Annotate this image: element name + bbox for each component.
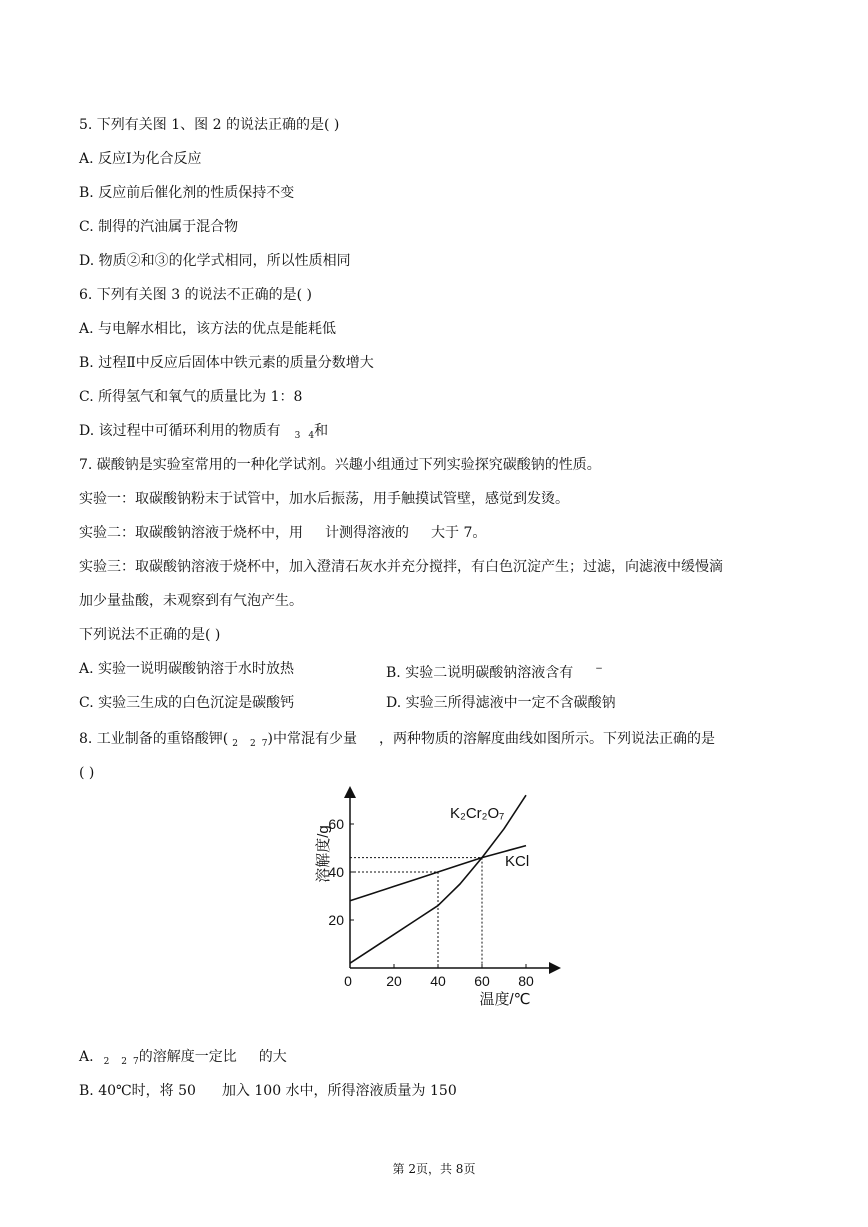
q5-option-a: A. 反应Ⅰ为化合反应 xyxy=(79,151,202,167)
q7-stem: 7. 碳酸钠是实验室常用的一种化学试剂。兴趣小组通过下列实验探究碳酸钠的性质。 xyxy=(79,457,601,473)
x-tick-label-40: 40 xyxy=(430,973,446,989)
q6-d-suffix: 和 xyxy=(314,423,329,439)
q8-stem-part-c: ，两种物质的溶解度曲线如图所示。下列说法正确的是 xyxy=(378,731,715,747)
q7-option-d: D. 实验三所得滤液中一定不含碳酸钠 xyxy=(386,695,616,711)
page-footer: 第 2页，共 8页 xyxy=(392,1162,476,1176)
q8-a-suffix: 的大 xyxy=(258,1049,287,1065)
x-tick-label-80: 80 xyxy=(518,973,534,989)
q6-option-d xyxy=(79,422,328,445)
q5-option-c: C. 制得的汽油属于混合物 xyxy=(79,219,239,235)
y-axis-label: 溶解度/g xyxy=(315,825,332,883)
q6-d-sub-4: 4 xyxy=(308,431,315,441)
q8-b-part-b: 加入 100 水中，所得溶液质量为 150 xyxy=(221,1083,457,1099)
q6-option-a: A. 与电解水相比，该方法的优点是能耗低 xyxy=(79,321,337,337)
solubility-chart xyxy=(300,784,570,1014)
q8-a-sub-3: 7 xyxy=(133,1057,139,1067)
q7-b-superscript: − xyxy=(595,664,603,674)
q6-stem: 6. 下列有关图 3 的说法不正确的是( ) xyxy=(79,287,312,303)
q8-stem-sub-2: 2 xyxy=(250,739,256,749)
q8-a-sub-2: 2 xyxy=(121,1057,128,1067)
q5-stem: 5. 下列有关图 1、图 2 的说法正确的是( ) xyxy=(79,117,340,133)
q7-option-a: A. 实验一说明碳酸钠溶于水时放热 xyxy=(79,661,295,677)
q7-exp2-part-b: 计测得溶液的 xyxy=(325,525,409,541)
y-tick-label-60: 60 xyxy=(328,816,344,832)
q8-stem-paren: ( ) xyxy=(79,765,95,781)
x-tick-label-20: 20 xyxy=(386,973,402,989)
q7-experiment-3-line-2: 加少量盐酸，未观察到有气泡产生。 xyxy=(79,593,303,609)
q8-option-b xyxy=(79,1082,457,1100)
q7-experiment-1: 实验一：取碳酸钠粉末于试管中，加水后振荡，用手触摸试管壁，感觉到发烫。 xyxy=(79,491,569,507)
q7-experiment-3-line-1: 实验三：取碳酸钠溶液于烧杯中，加入澄清石灰水并充分搅拌，有白色沉淀产生；过滤，向滤液中缓慢滴 xyxy=(79,559,723,575)
q8-stem xyxy=(79,730,715,753)
q7-ask: 下列说法不正确的是( ) xyxy=(79,627,221,643)
q8-stem-sub-3: 7 xyxy=(261,739,268,749)
reference-lines xyxy=(350,858,482,968)
q6-option-b: B. 过程Ⅱ中反应后固体中铁元素的质量分数增大 xyxy=(79,355,374,371)
q7-option-b xyxy=(386,660,603,682)
q7-experiment-2 xyxy=(79,524,486,542)
q8-stem-part-a: 8. 工业制备的重铬酸钾( xyxy=(79,731,229,747)
x-tick-label-60: 60 xyxy=(474,973,490,989)
q8-b-part-a: B. 40℃时，将 50 xyxy=(79,1083,196,1099)
q6-d-prefix: D. 该过程中可循环利用的物质有 xyxy=(79,423,281,439)
x-axis-label: 温度/℃ xyxy=(479,991,531,1008)
q8-stem-sub-1: 2 xyxy=(232,739,239,749)
series-label-kcl: KCl xyxy=(505,853,530,870)
q7-option-c: C. 实验三生成的白色沉淀是碳酸钙 xyxy=(79,695,295,711)
q8-a-sub-1: 2 xyxy=(103,1057,110,1067)
q8-a-middle: 的溶解度一定比 xyxy=(138,1049,237,1065)
q7-exp2-part-a: 实验二：取碳酸钠溶液于烧杯中，用 xyxy=(79,525,303,541)
x-tick-label-0: 0 xyxy=(344,973,352,989)
q5-option-d: D. 物质②和③的化学式相同，所以性质相同 xyxy=(79,253,351,269)
y-tick-label-40: 40 xyxy=(328,864,344,880)
q7-b-text: B. 实验二说明碳酸钠溶液含有 xyxy=(386,665,574,681)
q6-option-c: C. 所得氢气和氧气的质量比为 1：8 xyxy=(79,389,303,405)
q7-exp2-part-c: 大于 7。 xyxy=(431,525,487,541)
y-tick-label-20: 20 xyxy=(328,912,344,928)
series-label-k2cr2o7: K₂Cr₂O₇ xyxy=(450,805,505,822)
axis-ticks xyxy=(328,816,534,989)
q5-option-b: B. 反应前后催化剂的性质保持不变 xyxy=(79,185,295,201)
q8-option-a xyxy=(79,1048,287,1071)
q8-a-prefix: A. xyxy=(79,1049,94,1065)
q8-stem-part-b: )中常混有少量 xyxy=(267,731,357,747)
q6-d-sub-3: 3 xyxy=(294,431,301,441)
